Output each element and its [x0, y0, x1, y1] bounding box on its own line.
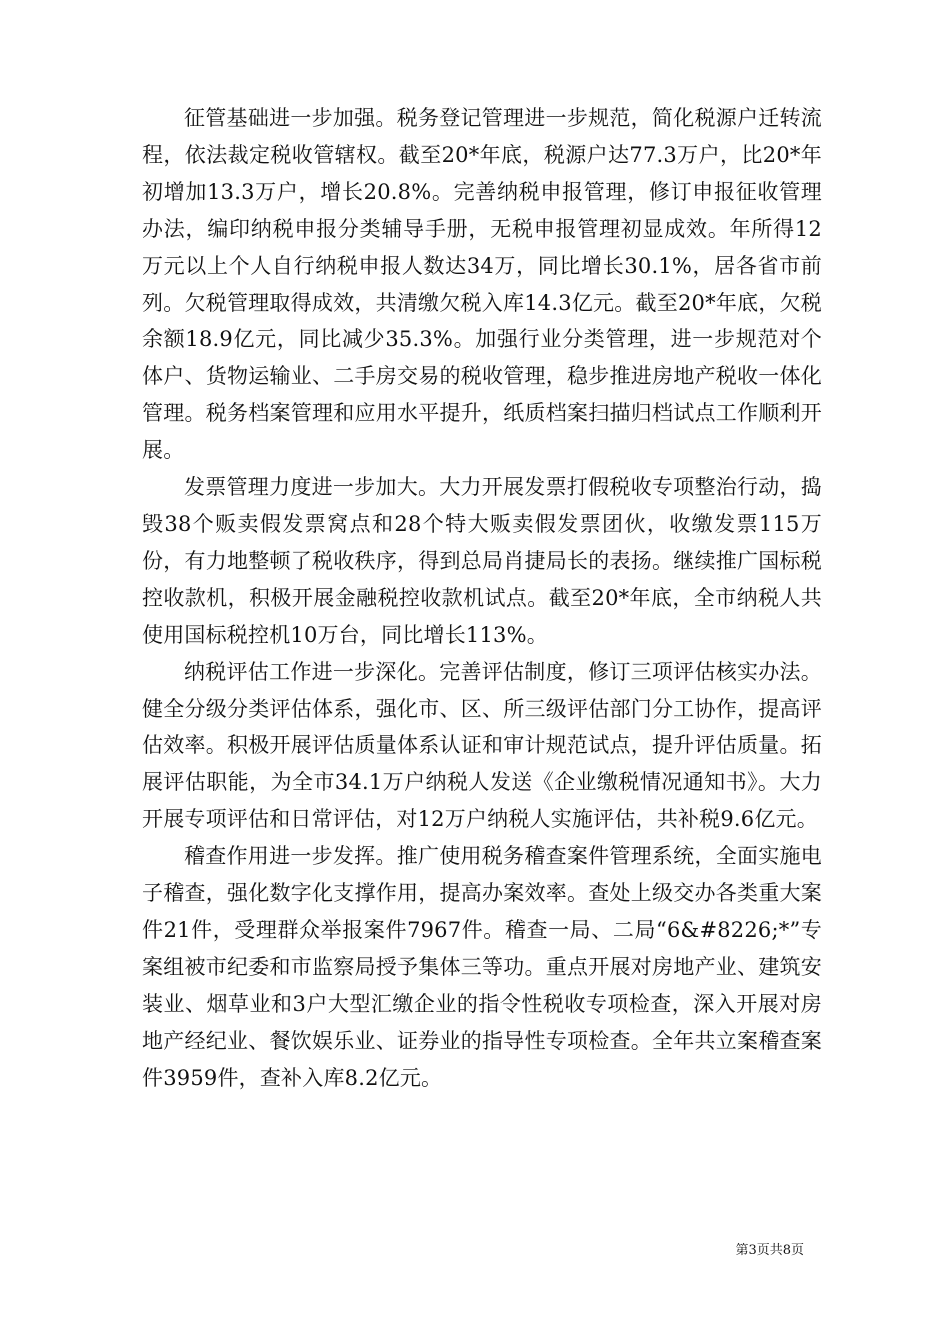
- page-number-footer: 第3页共8页: [735, 1243, 804, 1258]
- paragraph-invoice-management: 发票管理力度进一步加大。大力开展发票打假税收专项整治行动，捣毁38个贩卖假发票窝点和28个特大贩卖假发票团伙，收缴发票115万份，有力地整顿了税收秩序，得到总局肖捷局长的表扬。继续推广国标税控收款机，积极开展金融税控收款机试点。截至20*年底，全市纳税人共使用国标税控机10万台，同比增长113%。: [142, 475, 822, 647]
- document-body: [142, 100, 822, 1096]
- paragraph-tax-inspection: 稽查作用进一步发挥。推广使用税务稽查案件管理系统，全面实施电子稽查，强化数字化支撑作用，提高办案效率。查处上级交办各类重大案件21件，受理群众举报案件7967件。稽查一局、二局“6&#8226;*”专案组被市纪委和市监察局授予集体三等功。重点开展对房地产业、建筑安装业、烟草业和3户大型汇缴企业的指令性税收专项检查，深入开展对房地产经纪业、餐饮娱乐业、证券业的指导性专项检查。全年共立案稽查案件3959件，查补入库8.2亿元。: [142, 844, 822, 1090]
- paragraph-collection-management: 征管基础进一步加强。税务登记管理进一步规范，简化税源户迁转流程，依法裁定税收管辖权。截至20*年底，税源户达77.3万户，比20*年初增加13.3万户，增长20.8%。完善纳税申报管理，修订申报征收管理办法，编印纳税申报分类辅导手册，无税申报管理初显成效。年所得12万元以上个人自行纳税申报人数达34万，同比增长30.1%，居各省市前列。欠税管理取得成效，共清缴欠税入库14.3亿元。截至20*年底，欠税余额18.9亿元，同比减少35.3%。加强行业分类管理，进一步规范对个体户、货物运输业、二手房交易的税收管理，稳步推进房地产税收一体化管理。税务档案管理和应用水平提升，纸质档案扫描归档试点工作顺利开展。: [142, 106, 822, 463]
- paragraph-tax-assessment: 纳税评估工作进一步深化。完善评估制度，修订三项评估核实办法。健全分级分类评估体系，强化市、区、所三级评估部门分工协作，提高评估效率。积极开展评估质量体系认证和审计规范试点，提升评估质量。拓展评估职能，为全市34.1万户纳税人发送《企业缴税情况通知书》。大力开展专项评估和日常评估，对12万户纳税人实施评估，共补税9.6亿元。: [142, 659, 822, 832]
